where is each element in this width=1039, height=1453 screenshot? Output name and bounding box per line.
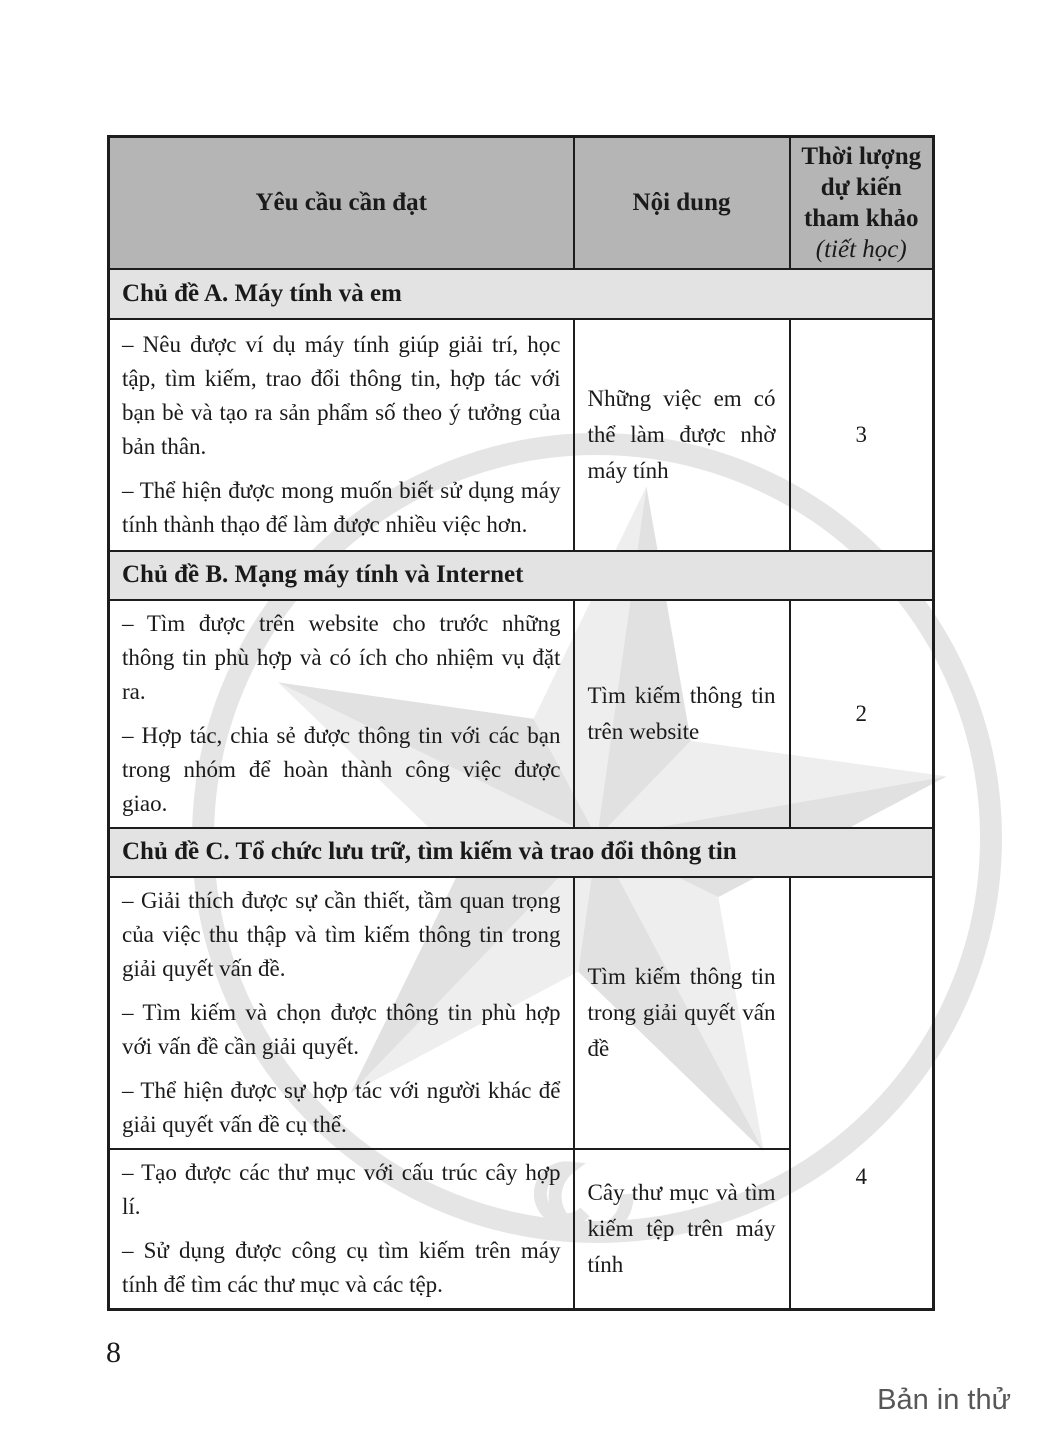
content-text: Tìm kiếm thông tin trên website (587, 682, 776, 744)
column-header-duration (790, 137, 934, 269)
column-header-requirements: Yêu cầu cần đạt (109, 137, 574, 269)
requirement-item: – Thể hiện được sự hợp tác với người khác để giải quyết vấn đề cụ thể. (122, 1077, 561, 1137)
requirement-item: – Giải thích được sự cần thiết, tầm quan trọng của việc thu thập và tìm kiếm thông tin trong giải quyết vấn đề. (122, 887, 561, 981)
print-draft-note: Bản in thử (877, 1384, 1011, 1416)
column-header-content: Nội dung (574, 137, 790, 269)
requirements-cell (109, 1149, 574, 1310)
content-text: Cây thư mục và tìm kiếm tệp trên máy tính (587, 1179, 776, 1277)
column-header-duration-unit: (tiết học) (815, 235, 907, 263)
requirements-cell (109, 319, 574, 551)
table-row (109, 600, 934, 828)
requirements-cell (109, 877, 574, 1149)
section-row-b (109, 551, 934, 600)
content-text: Tìm kiếm thông tin trong giải quyết vấn đề (587, 963, 776, 1061)
requirement-item: – Nêu được ví dụ máy tính giúp giải trí, học tập, tìm kiếm, trao đổi thông tin, hợp tác với bạn bè và tạo ra sản phẩm số theo ý tưởng của bản thân. (122, 331, 561, 459)
requirement-item: – Sử dụng được công cụ tìm kiếm trên máy tính để tìm các thư mục và các tệp. (122, 1237, 561, 1297)
content-cell (574, 600, 790, 828)
duration-value: 2 (855, 700, 867, 726)
page-number: 8 (106, 1336, 121, 1369)
content-cell (574, 877, 790, 1149)
duration-cell (790, 600, 934, 828)
requirement-item: – Hợp tác, chia sẻ được thông tin với các bạn trong nhóm để hoàn thành công việc được giao. (122, 722, 561, 816)
column-header-duration-label: Thời lượng dự kiến tham khảo (801, 142, 922, 232)
content-text: Những việc em có thể làm được nhờ máy tính (587, 385, 776, 483)
requirements-cell (109, 600, 574, 828)
curriculum-table (107, 135, 935, 1311)
section-row-c (109, 828, 934, 877)
requirement-item: – Tìm kiếm và chọn được thông tin phù hợp với vấn đề cần giải quyết. (122, 999, 561, 1059)
duration-cell-merged (790, 877, 934, 1310)
table-header-row (109, 137, 934, 269)
section-row-a (109, 269, 934, 319)
content-cell (574, 319, 790, 551)
duration-value: 3 (855, 421, 867, 447)
duration-value: 4 (855, 1164, 867, 1189)
requirement-item: – Thể hiện được mong muốn biết sử dụng máy tính thành thạo để làm được nhiều việc hơn. (122, 477, 561, 537)
requirement-item: – Tạo được các thư mục với cấu trúc cây hợp lí. (122, 1159, 561, 1219)
table-row (109, 319, 934, 551)
section-title-c: Chủ đề C. Tổ chức lưu trữ, tìm kiếm và trao đổi thông tin (109, 828, 934, 877)
table-row (109, 877, 934, 1149)
section-title-b: Chủ đề B. Mạng máy tính và Internet (109, 551, 934, 600)
section-title-a: Chủ đề A. Máy tính và em (109, 269, 934, 319)
content-cell (574, 1149, 790, 1310)
requirement-item: – Tìm được trên website cho trước những thông tin phù hợp và có ích cho nhiệm vụ đặt ra. (122, 610, 561, 704)
duration-cell (790, 319, 934, 551)
